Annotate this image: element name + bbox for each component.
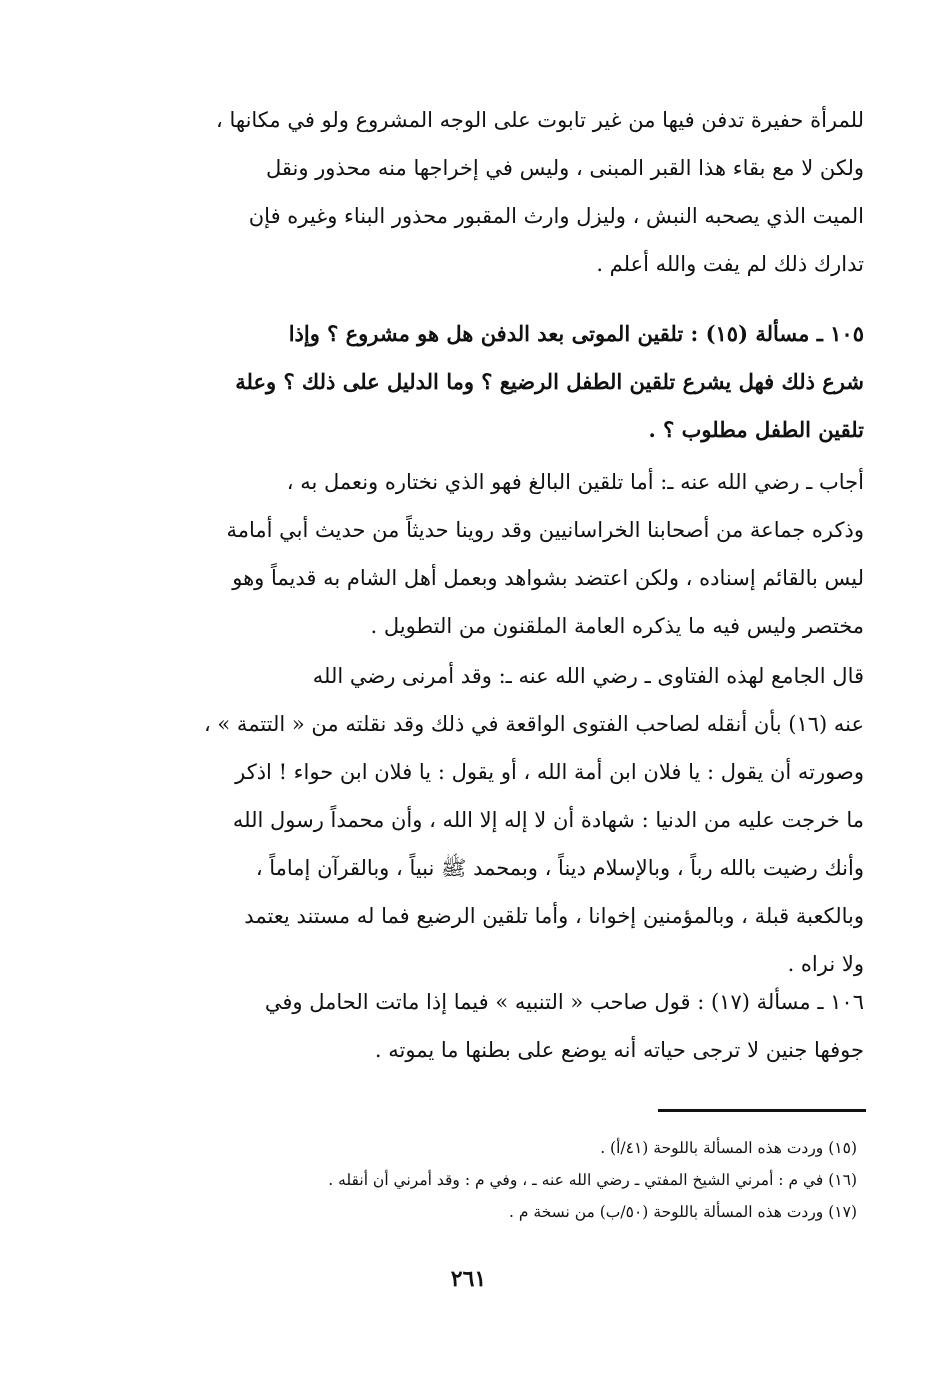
text-line: ليس بالقائم إسناده ، ولكن اعتضد بشواهد وبعمل أهل الشام به قديماً وهو — [232, 566, 864, 590]
text-line: وصورته أن يقول : يا فلان ابن أمة الله ، أو يقول : يا فلان ابن حواء ! اذكر — [235, 760, 864, 784]
text-line: شرع ذلك فهل يشرع تلقين الطفل الرضيع ؟ وما الدليل على ذلك ؟ وعلة — [235, 369, 864, 394]
text-line: وأنك رضيت بالله رباً ، وبالإسلام ديناً ، وبمحمد ﷺ نبياً ، وبالقرآن إماماً ، — [255, 856, 864, 880]
text-line: تلقين الطفل مطلوب ؟ . — [648, 417, 864, 442]
text-line: جوفها جنين لا ترجى حياته أنه يوضع على بطنها ما يموته . — [374, 1038, 864, 1062]
text-line: للمرأة حفيرة تدفن فيها من غير تابوت على الوجه المشروع ولو في مكانها ، — [216, 108, 864, 132]
footnote-16: (١٦) في م : أمرني الشيخ المفتي ـ رضي الله عنه ـ ، وفي م : وقد أمرني أن أنقله . — [328, 1171, 857, 1189]
footnotes — [79, 1132, 857, 1228]
text-line: وذكره جماعة من أصحابنا الخراسانيين وقد روينا حديثاً من حديث أبي أمامة — [226, 518, 864, 542]
paragraph-question-106 — [79, 978, 864, 1074]
text-line: عنه (١٦) بأن أنقله لصاحب الفتوى الواقعة في ذلك وقد نقلته من « التتمة » ، — [203, 712, 864, 736]
text-line: قال الجامع لهذه الفتاوى ـ رضي الله عنه ـ: وقد أمرنى رضي الله — [312, 664, 864, 688]
text-line: ولا نراه . — [787, 952, 864, 976]
text-line: ١٠٥ ـ مسألة (١٥) : تلقين الموتى بعد الدفن هل هو مشروع ؟ وإذا — [288, 321, 864, 346]
text-line: مختصر وليس فيه ما يذكره العامة الملقنون من التطويل . — [370, 614, 864, 638]
paragraph-1 — [79, 96, 864, 288]
footnote-15: (١٥) وردت هذه المسألة باللوحة (٤١/أ) . — [600, 1139, 857, 1157]
text-line: الميت الذي يصحبه النبش ، وليزل وارث المقبور محذور البناء وغيره فإن — [248, 204, 864, 228]
text-line: تدارك ذلك لم يفت والله أعلم . — [596, 252, 864, 276]
text-line: أجاب ـ رضي الله عنه ـ: أما تلقين البالغ فهو الذي نختاره ونعمل به ، — [286, 470, 864, 494]
paragraph-compiler-note — [79, 652, 864, 988]
text-line: ما خرجت عليه من الدنيا : شهادة أن لا إله إلا الله ، وأن محمداً رسول الله — [232, 808, 864, 832]
footnote-divider — [658, 1109, 866, 1112]
footnote-17: (١٧) وردت هذه المسألة باللوحة (٥٠/ب) من نسخة م . — [508, 1203, 857, 1221]
paragraph-answer — [79, 458, 864, 650]
page-number: ٢٦١ — [450, 1266, 487, 1292]
paragraph-question-105 — [79, 310, 864, 454]
text-line: ١٠٦ ـ مسألة (١٧) : قول صاحب « التنبيه » فيما إذا ماتت الحامل وفي — [264, 990, 864, 1014]
text-line: وبالكعبة قبلة ، وبالمؤمنين إخوانا ، وأما تلقين الرضيع فما له مستند يعتمد — [244, 904, 864, 928]
text-line: ولكن لا مع بقاء هذا القبر المبنى ، وليس في إخراجها منه محذور ونقل — [265, 156, 864, 180]
